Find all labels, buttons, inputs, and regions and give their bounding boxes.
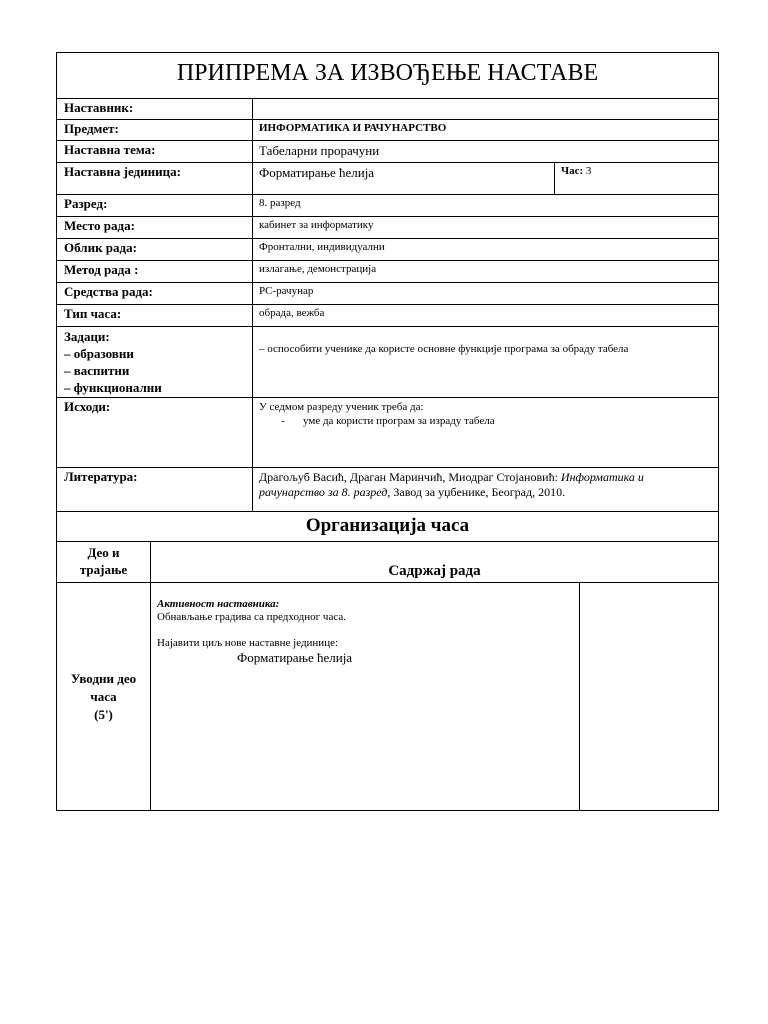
means-value: PC-рачунар: [259, 285, 314, 297]
row-place: [57, 216, 718, 238]
row-tasks: [57, 326, 718, 397]
outcomes-line1: У седмом разреду ученик треба да:: [259, 401, 424, 413]
teacher-label: Наставник:: [57, 99, 253, 119]
row-outcomes: [57, 397, 718, 467]
form-value: Фронтални, индивидуални: [259, 241, 385, 253]
subject-value: ИНФОРМАТИКА И РАЧУНАРСТВО: [259, 122, 447, 134]
literature-label: Литература:: [57, 468, 253, 511]
grade-label: Разред:: [57, 195, 253, 216]
organization-header-row: [57, 541, 718, 582]
literature-book-title: Информатика и рачунарство за 8. разред: [259, 470, 644, 499]
topic-value: Табеларни прорачуни: [259, 143, 380, 158]
tasks-value: – оспособити ученике да користе основне функције програма за обраду табела: [259, 343, 629, 355]
row-type: [57, 304, 718, 326]
intro-row: [57, 582, 718, 810]
tasks-functional: – функционални: [64, 380, 162, 395]
intro-content-cell: [151, 583, 580, 810]
unit-value: Форматирање ћелија: [253, 163, 555, 194]
row-grade: [57, 194, 718, 216]
intro-notes-cell: [580, 583, 718, 810]
method-value: излагање, демонстрација: [259, 263, 377, 275]
literature-authors: Драгољуб Васић, Драган Маринчић, Миодраг Стојановић:: [259, 470, 561, 484]
part-duration-header: [57, 542, 151, 582]
tasks-label-cell: [57, 327, 253, 397]
intro-line1: Обнављање градива са предходног часа.: [157, 611, 346, 623]
tasks-label: Задаци:: [64, 329, 110, 344]
row-form: [57, 238, 718, 260]
topic-label: Наставна тема:: [57, 141, 253, 162]
class-value: 3: [585, 165, 592, 177]
part-header-line1: Део и: [87, 545, 120, 560]
intro-activity-heading: Активност наставника:: [157, 598, 280, 610]
outcomes-bullet: -: [281, 415, 285, 427]
part-header-line2: трајање: [79, 562, 128, 577]
intro-unit-name: Форматирање ћелија: [237, 650, 353, 665]
lesson-plan-table: [56, 52, 719, 811]
place-label: Место рада:: [57, 217, 253, 238]
intro-part-cell: [57, 583, 151, 810]
row-topic: [57, 140, 718, 162]
row-literature: [57, 467, 718, 511]
lesson-plan-document: [56, 52, 719, 811]
outcomes-line2: уме да користи програм за израду табела: [303, 415, 495, 427]
content-header: Садржај рада: [388, 563, 481, 579]
row-method: [57, 260, 718, 282]
document-title: ПРИПРЕМА ЗА ИЗВОЂЕЊЕ НАСТАВЕ: [176, 60, 599, 86]
class-label: Час:: [561, 165, 584, 177]
outcomes-item: [259, 414, 718, 428]
place-value: кабинет за информатику: [259, 219, 374, 231]
intro-part-line3: (5'): [94, 706, 113, 722]
organization-heading: Организација часа: [57, 511, 718, 541]
method-label: Метод рада :: [57, 261, 253, 282]
outcomes-value: [253, 398, 718, 467]
row-means: [57, 282, 718, 304]
means-label: Средства рада:: [57, 283, 253, 304]
class-number: [555, 163, 718, 194]
intro-line2: Најавити циљ нове наставне јединице:: [157, 637, 339, 649]
outcomes-label: Исходи:: [57, 398, 253, 467]
type-label: Тип часа:: [57, 305, 253, 326]
literature-value: [253, 468, 718, 511]
tasks-educational: – образовни: [64, 346, 134, 361]
teacher-value: [253, 99, 718, 119]
literature-publisher: , Завод за уџбенике, Београд, 2010.: [387, 485, 566, 499]
row-teacher: [57, 98, 718, 119]
form-label: Облик рада:: [57, 239, 253, 260]
unit-label: Наставна јединица:: [57, 163, 253, 194]
grade-value: 8. разред: [259, 197, 301, 209]
subject-label: Предмет:: [57, 120, 253, 140]
row-subject: [57, 119, 718, 140]
intro-part-line1: Уводни део: [70, 670, 137, 686]
type-value: обрада, вежба: [259, 307, 325, 319]
tasks-upbringing: – васпитни: [64, 363, 130, 378]
intro-part-line2: часа: [90, 688, 117, 704]
row-unit: [57, 162, 718, 194]
